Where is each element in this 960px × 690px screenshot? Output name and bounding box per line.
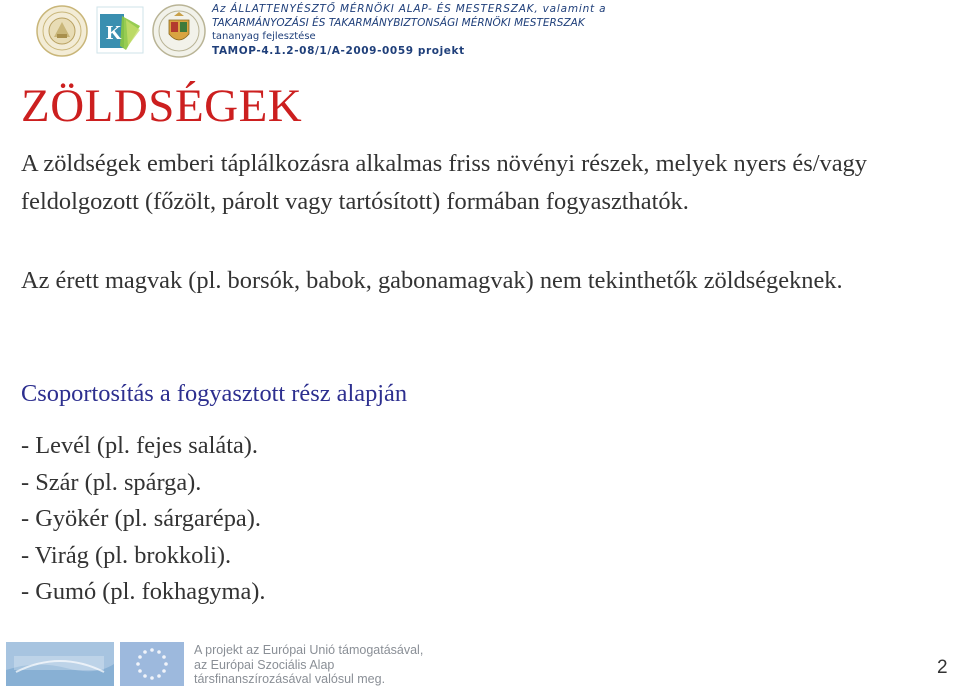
exclusion-paragraph: Az érett magvak (pl. borsók, babok, gabonamagvak) nem tekinthetők zöldségeknek. — [21, 267, 843, 294]
header-project-text — [212, 2, 632, 58]
k-emblem-logo — [96, 6, 144, 54]
header-project-code: TAMOP-4.1.2-08/1/A-2009-0059 projekt — [212, 45, 465, 57]
footer-funding-text — [194, 643, 423, 687]
definition-paragraph: A zöldségek emberi táplálkozásra alkalmas friss növényi részek, melyek nyers és/vagy feldolgozott (főzölt, párolt vagy tartósított) formában fogyaszthatók. — [21, 150, 867, 215]
uj-magyarorszag-logo — [6, 642, 114, 686]
grouping-subheading: Csoportosítás a fogyasztott rész alapján — [21, 380, 408, 407]
page-number: 2 — [937, 657, 948, 678]
eu-flag-logo — [120, 642, 184, 686]
header-line-2: TAKARMÁNYOZÁSI ÉS TAKARMÁNYBIZTONSÁGI MÉRNÖKI MESTERSZAK — [212, 17, 585, 29]
list-item: - Szár (pl. spárga). — [21, 468, 202, 496]
list-item: - Virág (pl. brokkoli). — [21, 541, 232, 569]
slide-header — [0, 0, 960, 62]
faculty-seal-logo — [152, 4, 206, 58]
footer-line-2: az Európai Szociális Alap — [194, 657, 335, 672]
header-line-1: Az ÁLLATTENYÉSZTŐ MÉRNÖKI ALAP- ÉS MESTERSZAK, valamint a — [212, 3, 607, 15]
list-item: - Levél (pl. fejes saláta). — [21, 432, 259, 459]
footer-line-1: A projekt az Európai Unió támogatásával, — [194, 643, 424, 657]
university-seal-logo — [36, 5, 88, 57]
list-item: - Gumó (pl. fokhagyma). — [21, 578, 266, 606]
slide-title: ZÖLDSÉGEK — [21, 80, 303, 132]
list-item: - Gyökér (pl. sárgarépa). — [21, 505, 261, 533]
k-emblem-letter: K — [106, 22, 122, 44]
header-line-3: tananyag fejlesztése — [212, 31, 316, 42]
vegetable-groups-list — [21, 428, 266, 611]
footer-line-3: társfinanszírozásával valósul meg. — [194, 672, 386, 687]
